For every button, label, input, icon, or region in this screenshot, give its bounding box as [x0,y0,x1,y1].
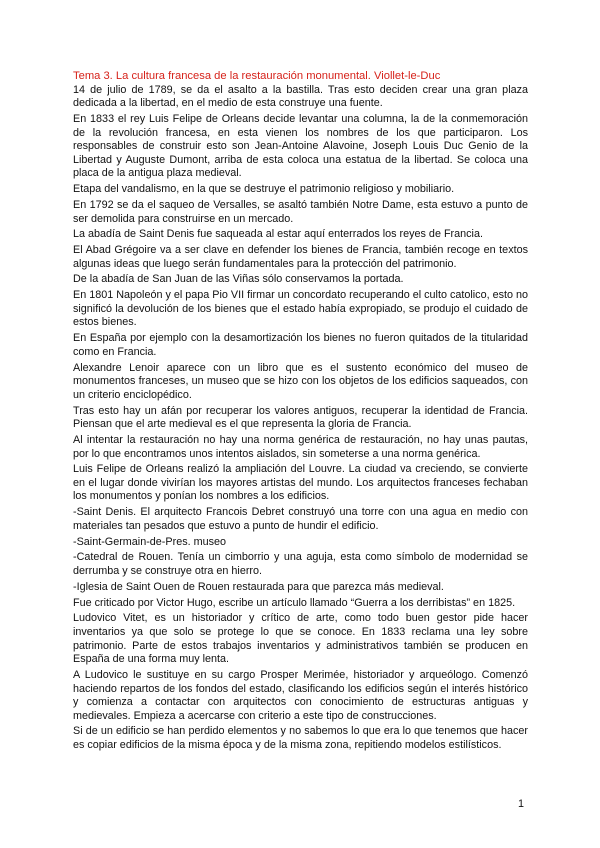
paragraph: Alexandre Lenoir aparece con un libro que es el sustento económico del museo de monumentos franceses, un museo que se hizo con los objetos de los edificios saqueados, con un criterio enciclopédico. [73,361,528,401]
paragraph: 14 de julio de 1789, se da el asalto a la bastilla. Tras esto deciden crear una gran plaza dedicada a la libertad, en el medio de esta construye una fuente. [73,83,528,110]
paragraph: Luis Felipe de Orleans realizó la ampliación del Louvre. La ciudad va creciendo, se convierte en el lugar donde vivirían los mayores artistas del mundo. Los arquitectos franceses fechaban los monumentos y ponían los nombres a los edificios. [73,463,528,503]
paragraph: Si de un edificio se han perdido elementos y no sabemos lo que era lo que tenemos que hacer es copiar edificios de la misma época y de la misma zona, repitiendo modelos estilísticos. [73,725,528,752]
document-title: Tema 3. La cultura francesa de la restauración monumental. Viollet-le-Duc [73,70,441,82]
paragraph: -Catedral de Rouen. Tenía un cimborrio y una aguja, esta como símbolo de modernidad se derrumba y se construye otra en hierro. [73,551,528,577]
paragraph: En 1801 Napoleón y el papa Pio VII firmar un concordato recuperando el culto catolico, esto no significó la devolución de los bienes que el estado había expropiado, se produjo el cuidado de estos bienes. [73,289,528,329]
document-page [73,70,528,755]
paragraph: La abadía de Saint Denis fue saqueada al estar aquí enterrados los reyes de Francia. [73,228,483,241]
document-body [73,84,528,753]
paragraph: Etapa del vandalismo, en la que se destruye el patrimonio religioso y mobiliario. [73,183,455,196]
paragraph: En 1792 se da el saqueo de Versalles, se asaltó también Notre Dame, esta estuvo a punto de ser demolida para construirse en un mercado. [73,198,528,225]
paragraph: A Ludovico le sustituye en su cargo Prosper Merimée, historiador y arqueólogo. Comenzó haciendo repartos de los fondos del estado, clasificando los edificios según el interés histórico y comienza a contactar con arquitectos con conocimiento de estructuras antiguas y medievales. Empieza a acercarse con criterio a este tipo de construcciones. [73,668,528,722]
paragraph: -Iglesia de Saint Ouen de Rouen restaurada para que parezca más medieval. [73,580,444,593]
paragraph: En 1833 el rey Luis Felipe de Orleans decide levantar una columna, la de la conmemoración de la revolución francesa, en esta vienen los nombres de los que participaron. Los responsables de construir esto son Jean-Antoine Alavoine, Joseph Louis Duc Genio de la Libertad y Auguste Dumont, arriba de esta coloca una estatua de la libertad. Se coloca una placa de la antigua plaza medieval. [73,112,528,180]
paragraph: -Saint Denis. El arquitecto Francois Debret construyó una torre con una agua en medio con materiales tan pesados que estuvo a punto de hundir el edificio. [73,506,528,532]
paragraph: Tras esto hay un afán por recuperar los valores antiguos, recuperar la identidad de Francia. Piensan que el arte medieval es el que representa la gloria de Francia. [73,404,528,431]
paragraph: Al intentar la restauración no hay una norma genérica de restauración, no hay unas pautas, por lo que encontramos unos intentos aislados, sin someterse a una norma genérica. [73,433,528,460]
paragraph: El Abad Grégoire va a ser clave en defender los bienes de Francia, también recoge en textos algunas ideas que luego serán fundamentales para la protección del patrimonio. [73,244,528,270]
paragraph: En España por ejemplo con la desamortización los bienes no fueron quitados de la titularidad como en Francia. [73,332,528,358]
paragraph: De la abadía de San Juan de las Viñas sólo conservamos la portada. [73,273,404,286]
paragraph: Fue criticado por Victor Hugo, escribe un artículo llamado “Guerra a los derribistas” en 1825. [73,596,516,609]
paragraph: Ludovico Vitet, es un historiador y crítico de arte, como todo buen gestor pide hacer inventarios ya que solo se protege lo que se conoce. En 1833 reclama una ley sobre patrimonio. Parte de estos trabajos inventarios y administrativos también se producen en España de una forma muy lenta. [73,612,528,666]
page-number: 1 [517,798,524,810]
paragraph: -Saint-Germain-de-Pres. museo [73,535,227,548]
